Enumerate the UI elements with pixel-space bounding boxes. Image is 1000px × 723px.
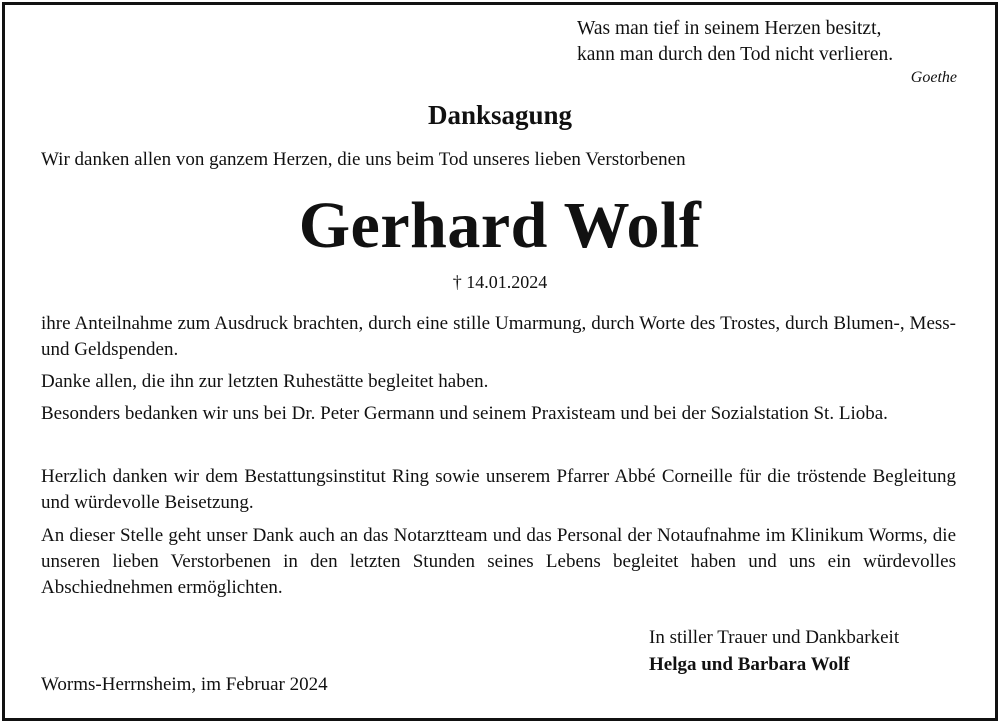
paragraph-2: Danke allen, die ihn zur letzten Ruhestätte begleitet haben.: [41, 371, 489, 392]
place-date: Worms-Herrnsheim, im Februar 2024: [41, 674, 328, 695]
deceased-name: Gerhard Wolf: [298, 189, 702, 262]
signature-names: Helga und Barbara Wolf: [649, 654, 850, 675]
notice-heading: Danksagung: [427, 100, 573, 130]
quote-line-1: Was man tief in seinem Herzen besitzt,: [577, 18, 882, 39]
quote-author: Goethe: [910, 69, 957, 86]
paragraph-5: An dieser Stelle geht unser Dank auch an das Notarztteam und das Personal der Notaufnahme im Klinikum Worms, die unseren lieben Verstorbenen in den letzten Stunden seines Lebens begleitet haben und uns ein würdevolles Abschiednehmen ermöglichten.: [41, 525, 956, 598]
intro-text: Wir danken allen von ganzem Herzen, die uns beim Tod unseres lieben Verstorbenen: [41, 149, 686, 170]
signature-block: [649, 624, 969, 678]
paragraph-1: ihre Anteilnahme zum Ausdruck brachten, durch eine stille Umarmung, durch Worte des Trostes, durch Blumen-, Mess- und Geldspenden.: [41, 313, 956, 360]
goethe-quote: [577, 16, 957, 88]
paragraph-3: Besonders bedanken wir uns bei Dr. Peter Germann und seinem Praxisteam und bei der Sozialstation St. Lioba.: [41, 403, 888, 424]
signature-line: In stiller Trauer und Dankbarkeit: [649, 627, 900, 648]
paragraph-4: Herzlich danken wir dem Bestattungsinstitut Ring sowie unserem Pfarrer Abbé Corneille für die tröstende Begleitung und würdevolle Beisetzung.: [41, 466, 956, 513]
quote-line-2: kann man durch den Tod nicht verlieren.: [577, 44, 894, 65]
death-date: † 14.01.2024: [452, 272, 548, 292]
